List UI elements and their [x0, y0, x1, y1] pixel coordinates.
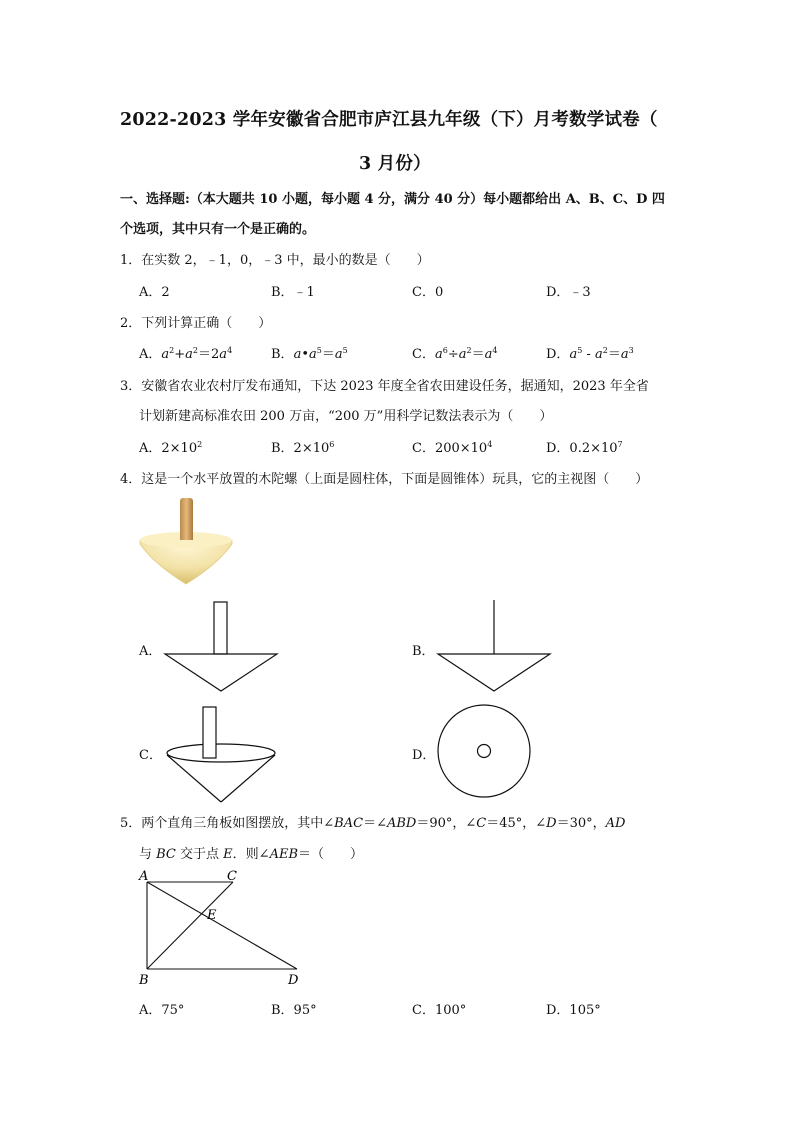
- q4-option-b-figure[interactable]: [436, 600, 556, 695]
- section-heading-line1: 一、选择题:（本大题共 10 小题，每小题 4 分，满分 40 分）每小题都给出 A、B、C、D 四: [120, 192, 665, 207]
- q3-option-a[interactable]: A．$2\times 10^2$: [139, 440, 203, 456]
- q1-option-d[interactable]: D．﹣3: [546, 285, 591, 300]
- q4-option-c-label[interactable]: C．: [139, 748, 162, 763]
- question-4-stem: 4．这是一个水平放置的木陀螺（上面是圆柱体，下面是圆锥体）玩具，它的主视图（ ）: [120, 472, 649, 487]
- question-3-line2: 计划新建高标准农田 200 万亩，“200 万”用科学记数法表示为（ ）: [139, 409, 553, 424]
- spinning-top-illustration: [138, 494, 258, 594]
- page-title-line2: 3 月份）: [359, 154, 431, 174]
- point-label-c: C: [227, 869, 237, 884]
- point-label-d: D: [288, 973, 299, 988]
- q1-option-b[interactable]: B．﹣1: [271, 285, 315, 300]
- point-label-b: B: [139, 973, 149, 988]
- q5-option-c[interactable]: C．100°: [412, 1003, 467, 1018]
- q4-option-b-label[interactable]: B．: [412, 644, 435, 659]
- section-heading-line2: 个选项，其中只有一个是正确的。: [120, 222, 316, 237]
- q4-option-c-figure[interactable]: [163, 705, 283, 800]
- q3-option-b[interactable]: B．$2\times 10^6$: [271, 440, 335, 456]
- question-5-line2: 与 BC 交于点 E．则∠AEB＝（ ）: [139, 847, 364, 862]
- q4-option-d-figure[interactable]: [437, 704, 537, 804]
- q5-option-d[interactable]: D．105°: [546, 1003, 601, 1018]
- question-3-line1: 3．安徽省农业农村厅发布通知，下达 2023 年度全省农田建设任务，据通知，2023 年全省: [120, 379, 649, 394]
- q1-option-c[interactable]: C．0: [412, 285, 444, 300]
- q2-option-b[interactable]: B．$a•a^5=a^5$: [271, 346, 348, 362]
- question-5-line1: 5．两个直角三角板如图摆放，其中∠BAC＝∠ABD＝90°，∠C＝45°，∠D＝30°，AD: [120, 816, 626, 831]
- q4-option-a-figure[interactable]: [163, 600, 283, 695]
- q3-option-d[interactable]: D．$0.2\times 10^7$: [546, 440, 623, 456]
- point-label-a: A: [139, 869, 149, 884]
- q3-option-c[interactable]: C．$200\times 10^4$: [412, 440, 493, 456]
- q5-option-a[interactable]: A．75°: [139, 1003, 185, 1018]
- q1-option-a[interactable]: A．2: [139, 285, 170, 300]
- q5-option-b[interactable]: B．95°: [271, 1003, 317, 1018]
- question-1-stem: 1．在实数 2，﹣1，0，﹣3 中，最小的数是（ ）: [120, 253, 430, 268]
- point-label-e: E: [207, 908, 217, 923]
- q4-option-a-label[interactable]: A．: [139, 644, 162, 659]
- q2-option-d[interactable]: D．$a^5 - a^2=a^3$: [546, 346, 634, 362]
- question-2-stem: 2．下列计算正确（ ）: [120, 316, 272, 331]
- q2-option-c[interactable]: C．$a^6\div a^2=a^4$: [412, 346, 498, 362]
- q4-option-d-label[interactable]: D．: [412, 748, 436, 763]
- q2-option-a[interactable]: A．$a^2+a^2=2a^4$: [139, 346, 233, 362]
- q5-triangle-figure: [135, 866, 315, 991]
- page-title-line1: 2022-2023 学年安徽省合肥市庐江县九年级（下）月考数学试卷（: [120, 110, 658, 130]
